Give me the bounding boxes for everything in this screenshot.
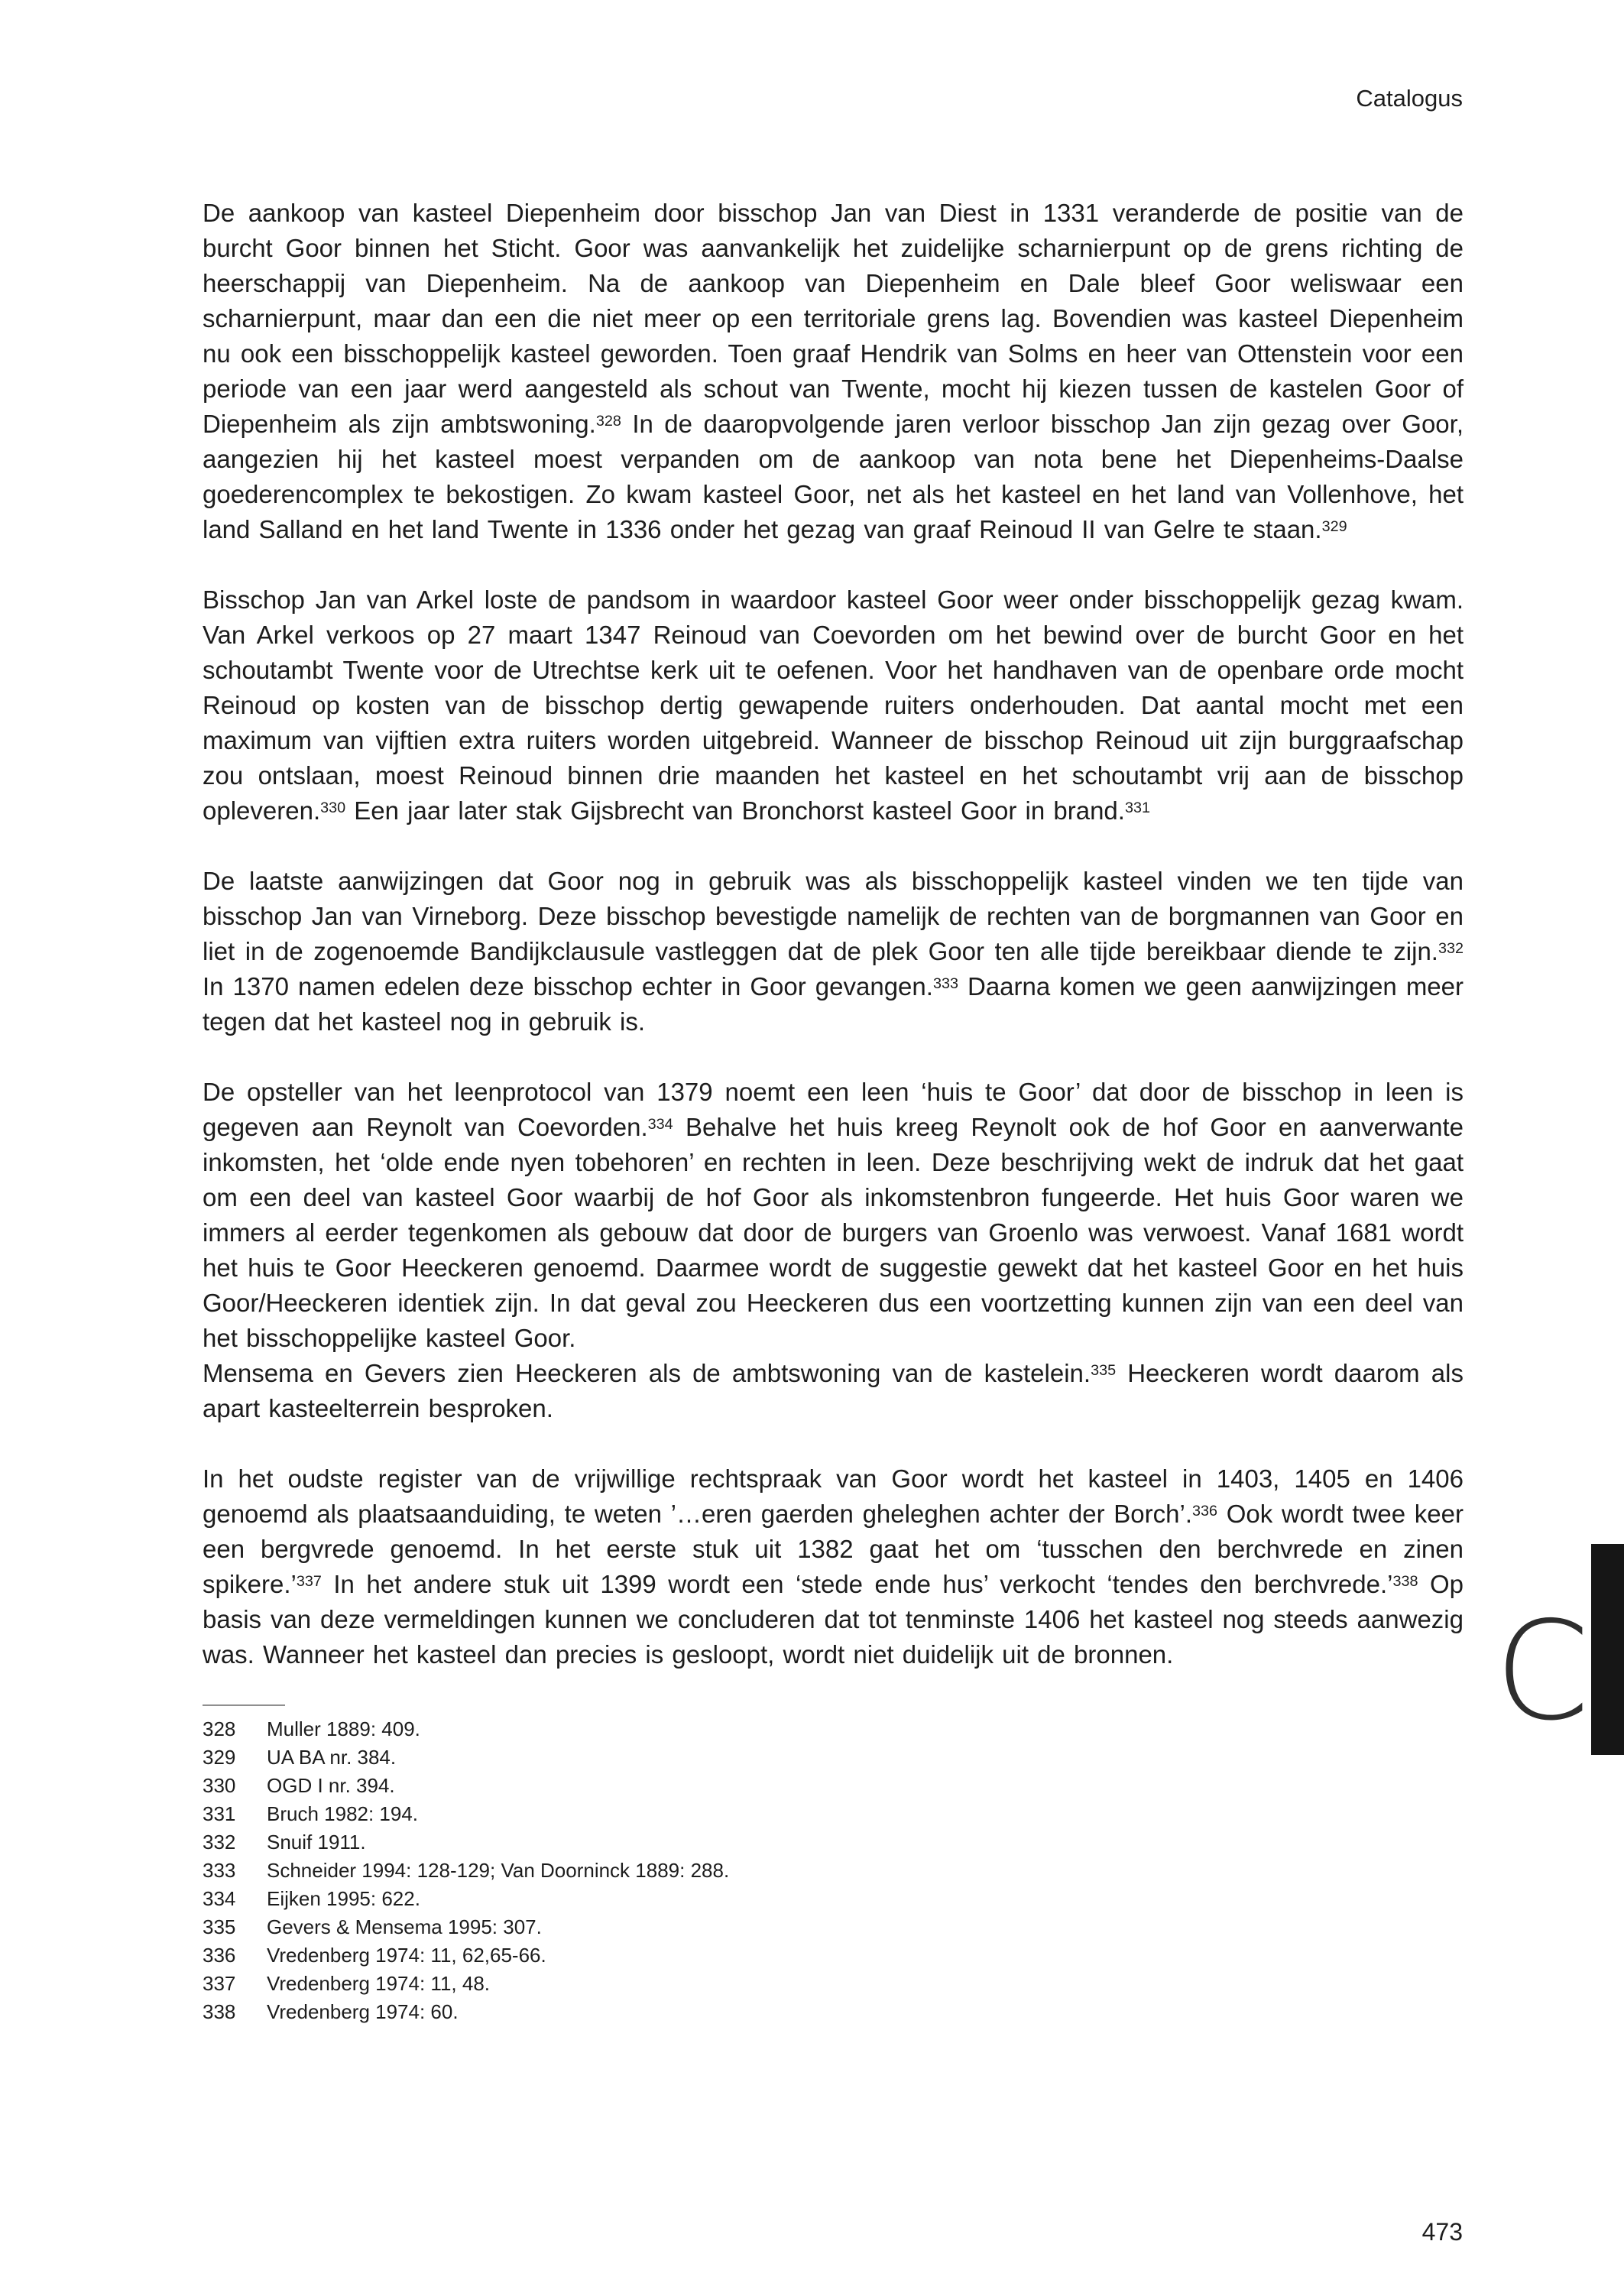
chapter-tab-letter: C: [1494, 1592, 1590, 1750]
footnote-number: 331: [203, 1802, 236, 1825]
page-content: [203, 196, 1464, 2026]
footnote: [203, 1998, 1464, 2026]
footnote-number: 334: [203, 1887, 236, 1910]
footnote-ref: 337: [296, 1573, 322, 1591]
footnote-ref: 335: [1091, 1362, 1117, 1380]
footnote: [203, 1885, 1464, 1913]
paragraph-text: In het oudste register van de vrijwillige rechtspraak van Goor wordt het kasteel in 1403, 1405 en 1406 genoemd als plaatsaanduiding, te weten ’…eren gaerden gheleghen achter der Borch’.: [203, 1464, 1464, 1528]
paragraph-text: De laatste aanwijzingen dat Goor nog in gebruik was als bisschoppelijk kasteel vinden we ten tijde van bisschop Jan van Virneborg. Deze bisschop bevestigde namelijk de rechten van de borgmannen van Goor en liet in de zogenoemde Bandijkclausule vastleggen dat de plek Goor ten alle tijde bereikbaar diende te zijn.: [203, 867, 1464, 965]
footnote-number: 328: [203, 1717, 236, 1740]
footnote-ref: 331: [1124, 799, 1150, 817]
footnote-number: 330: [203, 1774, 236, 1797]
footnote-ref: 334: [647, 1116, 673, 1134]
paragraph-text: Ook wordt twee keer een bergvrede genoemd. In het eerste stuk uit 1382 gaat het om ‘tusschen den berchvrede en zinen spikere.’: [203, 1500, 1464, 1598]
footnote-text: Muller 1889: 409.: [267, 1717, 420, 1740]
paragraph-text: De aankoop van kasteel Diepenheim door bisschop Jan van Diest in 1331 veranderde de positie van de burcht Goor binnen het Sticht. Goor was aanvankelijk het zuidelijke scharnierpunt op de grens richting de heerschappij van Diepenheim. Na de aankoop van Diepenheim en Dale bleef Goor weliswaar een scharnierpunt, maar dan een die niet meer op een territoriale grens lag. Bovendien was kasteel Diepenheim nu ook een bisschoppelijk kasteel geworden. Toen graaf Hendrik van Solms en heer van Ottenstein voor een periode van een jaar werd aangesteld als schout van Twente, mocht hij kiezen tussen de kastelen Goor of Diepenheim als zijn ambtswoning.: [203, 199, 1464, 438]
chapter-tab-bar: [1591, 1544, 1624, 1755]
footnote-number: 333: [203, 1859, 236, 1882]
paragraph: [203, 582, 1464, 829]
footnote-ref: 336: [1192, 1503, 1218, 1520]
paragraph-text: In het andere stuk uit 1399 wordt een ‘stede ende hus’ verkocht ‘tendes den berchvrede.’: [321, 1570, 1393, 1598]
footnote: [203, 1772, 1464, 1800]
footnote-text: Vredenberg 1974: 11, 48.: [267, 1972, 491, 1995]
footnote-text: Vredenberg 1974: 60.: [267, 2000, 459, 2023]
paragraph-text: In de daaropvolgende jaren verloor bisschop Jan zijn gezag over Goor, aangezien hij het kasteel moest verpanden om de aankoop van nota bene het Diepenheims-Daalse goederencomplex te bekostigen. Zo kwam kasteel Goor, net als het kasteel en het land van Vollenhove, het land Salland en het land Twente in 1336 onder het gezag van graaf Reinoud II van Gelre te staan.: [203, 410, 1464, 543]
footnote-separator: [203, 1704, 285, 1706]
footnote: [203, 1800, 1464, 1828]
footnote-number: 337: [203, 1972, 236, 1995]
footnote: [203, 1743, 1464, 1772]
paragraph: [203, 196, 1464, 547]
footnote: [203, 1828, 1464, 1857]
footnote-number: 336: [203, 1944, 236, 1967]
page-number: 473: [1421, 2218, 1463, 2246]
footnote: [203, 1715, 1464, 1743]
footnote-text: Vredenberg 1974: 11, 62,65-66.: [267, 1944, 546, 1967]
paragraph-text: Een jaar later stak Gijsbrecht van Bronchorst kasteel Goor in brand.: [345, 796, 1125, 825]
footnote-ref: 328: [595, 413, 621, 430]
paragraph: [203, 1356, 1464, 1426]
running-head: Catalogus: [1356, 85, 1463, 112]
footnote: [203, 1970, 1464, 1998]
footnote-text: Bruch 1982: 194.: [267, 1802, 419, 1825]
footnote: [203, 1913, 1464, 1941]
footnote-text: UA BA nr. 384.: [267, 1746, 397, 1769]
footnote-ref: 329: [1321, 518, 1347, 536]
paragraph-text: Mensema en Gevers zien Heeckeren als de ambtswoning van de kastelein.: [203, 1359, 1091, 1387]
footnote-number: 335: [203, 1915, 236, 1938]
paragraph-text: Bisschop Jan van Arkel loste de pandsom in waardoor kasteel Goor weer onder bisschoppelijk gezag kwam. Van Arkel verkoos op 27 maart 1347 Reinoud van Coevorden om het bewind over de burcht Goor en het schoutambt Twente voor de Utrechtse kerk uit te oefenen. Voor het handhaven van de openbare orde mocht Reinoud op kosten van de bisschop dertig gewapende ruiters onderhouden. Dat aantal mocht met een maximum van vijftien extra ruiters worden uitgebreid. Wanneer de bisschop Reinoud uit zijn burggraafschap zou ontslaan, moest Reinoud binnen drie maanden het kasteel en het schoutambt vrij aan de bisschop opleveren.: [203, 585, 1464, 825]
footnote-ref: 338: [1392, 1573, 1418, 1591]
footnote: [203, 1941, 1464, 1970]
footnote-ref: 330: [320, 799, 346, 817]
footnote-text: Gevers & Mensema 1995: 307.: [267, 1915, 542, 1938]
footnote-text: Snuif 1911.: [267, 1831, 366, 1854]
footnotes-section: [203, 1704, 1464, 2026]
paragraph: [203, 864, 1464, 1039]
paragraph-text: Heeckeren wordt daarom als apart kasteelterrein besproken.: [203, 1359, 1464, 1422]
footnote-number: 338: [203, 2000, 236, 2023]
paragraph-text: Daarna komen we geen aanwijzingen meer tegen dat het kasteel nog in gebruik is.: [203, 972, 1464, 1036]
paragraph-text: Op basis van deze vermeldingen kunnen we concluderen dat tot tenminste 1406 het kasteel nog steeds aanwezig was. Wanneer het kasteel dan precies is gesloopt, wordt niet duidelijk uit de bronnen.: [203, 1570, 1464, 1669]
footnote-text: Schneider 1994: 128-129; Van Doorninck 1889: 288.: [267, 1859, 730, 1882]
footnote-ref: 332: [1438, 940, 1464, 958]
footnote-text: OGD I nr. 394.: [267, 1774, 395, 1797]
footnote-number: 332: [203, 1831, 236, 1854]
paragraph-text: Behalve het huis kreeg Reynolt ook de hof Goor en aanverwante inkomsten, het ‘olde ende nyen tobehoren’ en rechten in leen. Deze beschrijving wekt de indruk dat het gaat om een deel van kasteel Goor waarbij de hof Goor als inkomstenbron fungeerde. Het huis Goor waren we immers al eerder tegenkomen als gebouw dat door de burgers van Groenlo was verwoest. Vanaf 1681 wordt het huis te Goor Heeckeren genoemd. Daarmee wordt de suggestie gewekt dat het kasteel Goor en het huis Goor/Heeckeren identiek zijn. In dat geval zou Heeckeren dus een voortzetting kunnen zijn van een deel van het bisschoppelijke kasteel Goor.: [203, 1113, 1464, 1352]
footnote: [203, 1857, 1464, 1885]
paragraph-text: In 1370 namen edelen deze bisschop echter in Goor gevangen.: [203, 972, 933, 1001]
paragraph: [203, 1075, 1464, 1356]
footnote-ref: 333: [932, 975, 958, 993]
paragraph-text: De opsteller van het leenprotocol van 1379 noemt een leen ‘huis te Goor’ dat door de bisschop in leen is gegeven aan Reynolt van Coevorden.: [203, 1078, 1464, 1141]
footnote-number: 329: [203, 1746, 236, 1769]
paragraph: [203, 1461, 1464, 1672]
footnote-text: Eijken 1995: 622.: [267, 1887, 420, 1910]
